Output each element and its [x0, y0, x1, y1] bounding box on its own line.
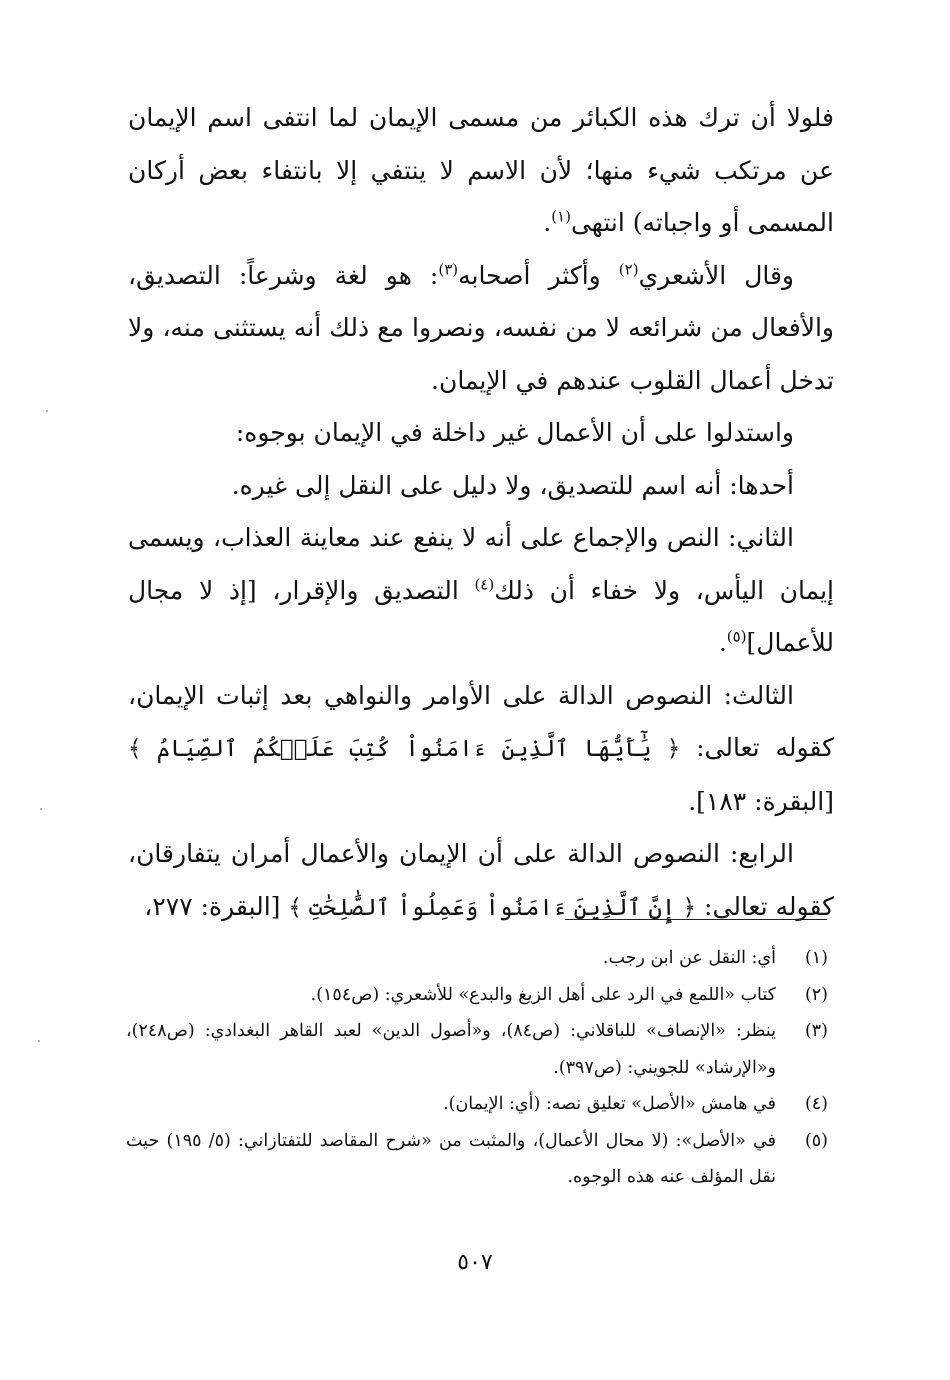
quran-verse-2: ﴿ إِنَّ ٱلَّذِينَ ءَامَنُواْ وَعَمِلُواْ ٱلصَّٰلِحَٰتِ ﴾: [288, 894, 697, 921]
footnote-ref-3: (٣): [438, 260, 459, 279]
paragraph-7-text-a: الرابع: النصوص الدالة على أن الإيمان والأعمال أمران يتفارقان، كقوله تعالى:: [128, 839, 834, 921]
footnote-number: (٢): [804, 984, 828, 1005]
paragraph-6-citation: [البقرة: ١٨٣].: [688, 786, 834, 816]
footnotes: [126, 940, 828, 1196]
page-number: ٥٠٧: [457, 1250, 493, 1275]
footnote-text: كتاب «اللمع في الرد على أهل الزيغ والبدع» للأشعري: (ص١٥٤).: [310, 984, 776, 1005]
footnote-ref-4: (٤): [474, 575, 495, 594]
paragraph-6: [128, 670, 834, 829]
paragraph-2-text-b: وأكثر أصحابه: [458, 260, 619, 290]
paragraph-1-text: فلولا أن ترك هذه الكبائر من مسمى الإيمان لما انتفى اسم الإيمان عن مرتكب شيء منها؛ لأن الاسم لا ينتفي إلا بانتفاء بعض أركان المسمى أو واجباته) انتهى: [128, 103, 834, 237]
paragraph-3: واستدلوا على أن الأعمال غير داخلة في الإيمان بوجوه:: [235, 418, 794, 447]
quran-verse-1: ﴿ يَٰٓأَيُّهَا ٱلَّذِينَ ءَامَنُواْ كُتِبَ عَلَيۡكُمُ ٱلصِّيَامُ ﴾: [128, 736, 681, 762]
paragraph-4: أحدها: أنه اسم للتصديق، ولا دليل على النقل إلى غيره.: [231, 470, 794, 500]
paragraph-1: [128, 92, 834, 250]
footnote-number: (١): [804, 948, 828, 968]
paragraph-6-text-a: الثالث: النصوص الدالة على الأوامر والنواهي بعد إثبات الإيمان، كقوله تعالى:: [128, 680, 834, 762]
footnote-ref-5: (٥): [726, 627, 747, 646]
paragraph-5-end: .: [718, 628, 727, 657]
footnote-separator: [565, 919, 827, 920]
footnote-text: ينظر: «الإنصاف» للباقلاني: (ص٨٤)، و«أصول الدين» لعبد القاهر البغدادي: (ص٢٤٨)، و«الإرشاد» للجويني: (ص٣٩٧).: [126, 1021, 777, 1078]
footnote-2: [126, 977, 828, 1014]
scan-speck: [38, 1040, 40, 1042]
footnote-1: [126, 940, 828, 977]
paragraph-2-text-a: وقال الأشعري: [638, 260, 795, 290]
paragraph-2: [128, 250, 834, 408]
scan-speck: [46, 410, 48, 412]
footnote-4: [126, 1086, 828, 1123]
footnote-number: (٥): [804, 1130, 828, 1151]
footnote-5: [126, 1123, 828, 1196]
scan-speck: [40, 808, 42, 810]
footnote-text: في هامش «الأصل» تعليق نصه: (أي: الإيمان).: [443, 1094, 776, 1114]
footnote-3: [126, 1013, 828, 1086]
footnote-ref-2: (٢): [618, 260, 639, 279]
main-text: [128, 92, 834, 934]
paragraph-5-text-b: التصديق والإقرار، [إذ لا مجال للأعمال]: [128, 575, 834, 657]
paragraph-7-citation: [البقرة: ٢٧٧،: [144, 891, 289, 921]
paragraph-5: [128, 512, 834, 670]
footnote-text: أي: النقل عن ابن رجب.: [602, 948, 776, 968]
footnote-number: (٣): [804, 1021, 828, 1041]
paragraph-1-end: .: [543, 208, 552, 237]
footnote-text: في «الأصل»: (لا محال الأعمال)، والمثبت من «شرح المقاصد للتفتازاني: (٥/ ١٩٥) حيث نقل المؤلف عنه هذه الوجوه.: [126, 1130, 776, 1187]
paragraph-2-text-c: : هو لغة وشرعاً: التصديق، والأفعال من شرائعه لا من نفسه، ونصروا مع ذلك أنه يستثنى منه، ولا تدخل أعمال القلوب عندهم في الإيمان.: [128, 260, 834, 395]
paragraph-5-text-a: الثاني: النص والإجماع على أنه لا ينفع عند معاينة العذاب، ويسمى إيمان اليأس، ولا خفاء أن ذلك: [128, 523, 834, 605]
footnote-ref-1: (١): [551, 207, 571, 226]
footnote-number: (٤): [804, 1094, 828, 1114]
